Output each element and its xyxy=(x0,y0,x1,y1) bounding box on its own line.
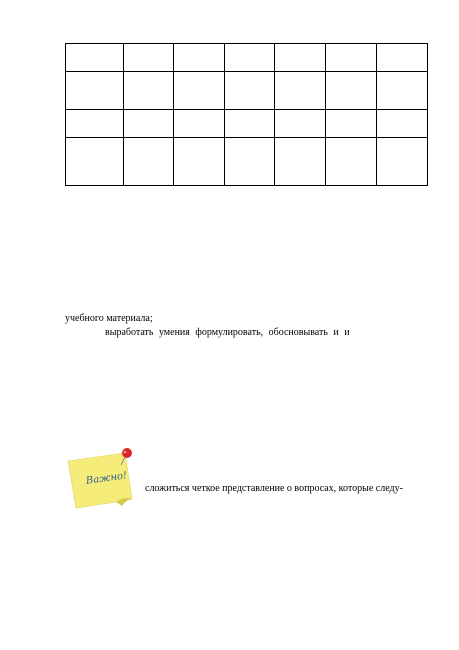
table-cell xyxy=(66,72,124,110)
table-cell xyxy=(326,138,377,186)
table-row xyxy=(66,110,428,138)
text-line-questions: сложиться четкое представление о вопросах, которые следу- xyxy=(145,483,403,494)
table-cell xyxy=(326,44,377,72)
table-cell xyxy=(225,110,275,138)
table-cell xyxy=(225,44,275,72)
table-cell xyxy=(377,72,428,110)
table-cell xyxy=(225,138,275,186)
table-cell xyxy=(124,138,174,186)
table-cell xyxy=(275,138,326,186)
table-cell xyxy=(377,138,428,186)
table-cell xyxy=(275,44,326,72)
table-cell xyxy=(174,44,225,72)
text-line-skills: выработать умения формулировать, обосновывать и и xyxy=(105,327,350,338)
table-cell xyxy=(174,72,225,110)
table-cell xyxy=(326,110,377,138)
table-row xyxy=(66,72,428,110)
table-cell xyxy=(66,138,124,186)
table-row xyxy=(66,138,428,186)
data-table xyxy=(65,43,428,186)
table-cell xyxy=(377,44,428,72)
sticker-label: Важно! xyxy=(85,470,128,487)
table-cell xyxy=(377,110,428,138)
table-cell xyxy=(66,110,124,138)
table-cell xyxy=(174,138,225,186)
table-cell xyxy=(174,110,225,138)
text-line-material: учебного материала; xyxy=(65,313,153,324)
table-cell xyxy=(124,110,174,138)
table-cell xyxy=(275,72,326,110)
table-row xyxy=(66,44,428,72)
important-sticky-note xyxy=(64,444,136,510)
table-cell xyxy=(275,110,326,138)
table-cell xyxy=(124,44,174,72)
table-cell xyxy=(124,72,174,110)
sticky-note-icon xyxy=(64,444,136,510)
table-cell xyxy=(66,44,124,72)
table-cell xyxy=(326,72,377,110)
table-cell xyxy=(225,72,275,110)
